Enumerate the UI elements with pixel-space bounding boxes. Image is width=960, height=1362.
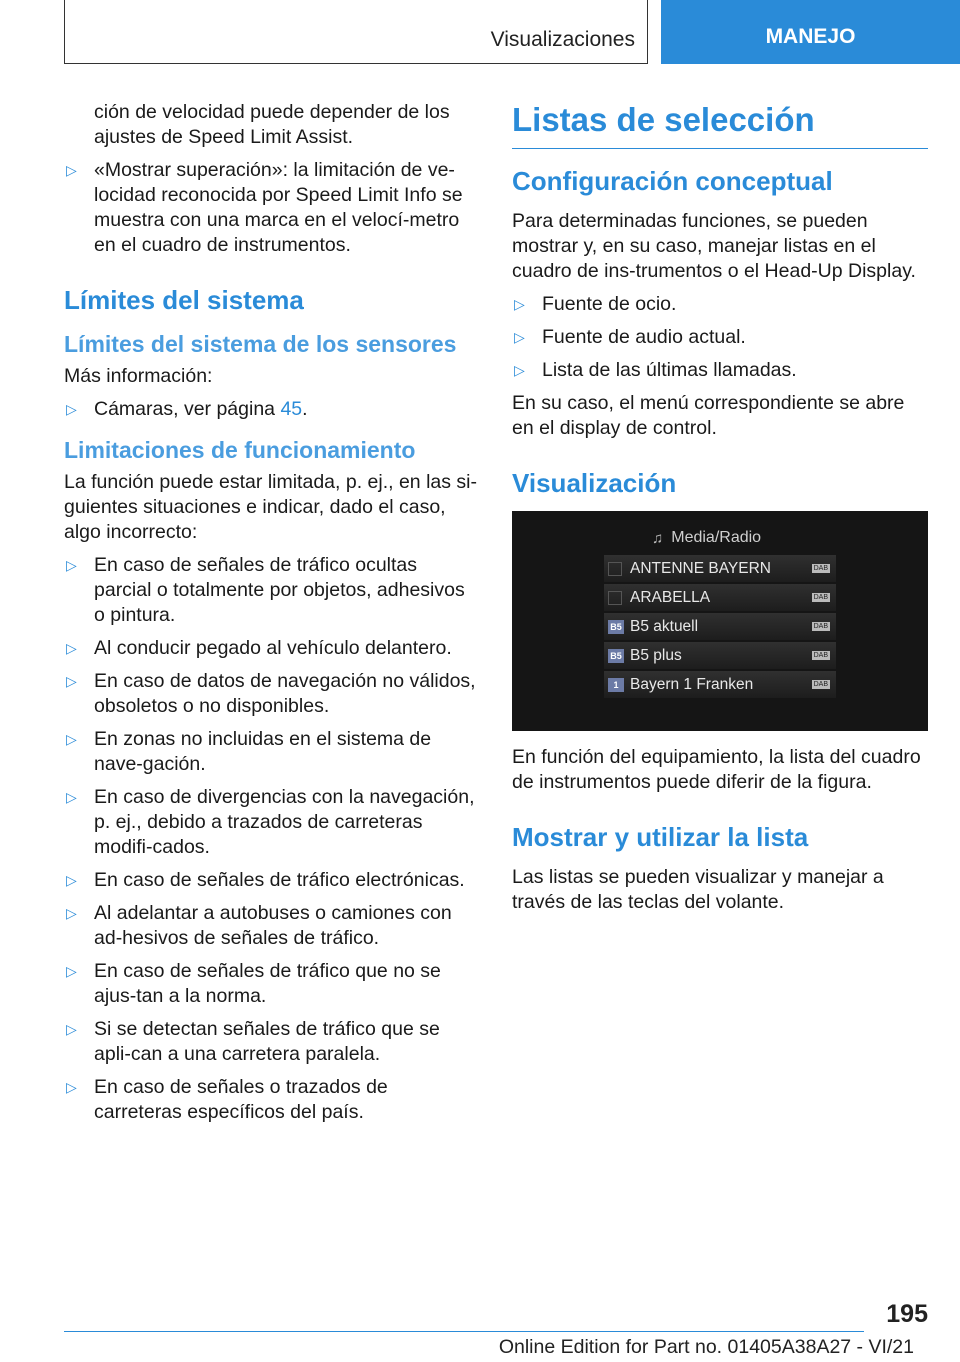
list-item-text: Al adelantar a autobuses o camiones con ad-hesivos de señales de tráfico. [94,902,452,949]
list-item-text: Fuente de ocio. [542,293,677,315]
dab-badge: DAB [813,594,828,601]
station-logo-placeholder [608,562,622,576]
bullet-triangle-icon: ▷ [66,401,77,417]
list-item-text: Cámaras, ver página [94,398,276,420]
list-item [64,1017,478,1067]
list-item-text: Fuente de audio actual. [542,326,746,348]
list-item-text: En caso de señales de tráfico que no se ajus-tan a la norma. [94,960,441,1007]
media-icon: ♫ [652,529,664,547]
list-item [64,636,478,661]
list-item-text: En zonas no incluidas en el sistema de nave-gación. [94,728,432,775]
station-name: ANTENNE BAYERN [630,559,771,577]
left-column [64,100,478,1133]
list-item [64,959,478,1009]
media-radio-screenshot [512,511,928,731]
bullet-triangle-icon: ▷ [66,1079,77,1095]
chapter-heading-listas: Listas de selección [512,100,928,149]
lists-paragraph: Las listas se pueden visualizar y manejar a través de las teclas del volante. [512,866,884,913]
station-row [604,671,836,698]
bullet-triangle-icon: ▷ [66,1021,77,1037]
subheading-sensores: Límites del sistema de los sensores [64,331,457,357]
page-reference-link[interactable]: 45 [280,398,303,420]
station-row [604,555,836,582]
list-item [64,1075,478,1125]
list-item [64,901,478,951]
bullet-triangle-icon: ▷ [514,296,525,312]
station-name: B5 aktuell [630,617,699,635]
function-paragraph: La función puede estar limitada, p. ej., en las si-guientes situaciones e indicar, dado el caso, algo incorrecto: [64,471,477,543]
list-item [512,292,928,317]
list-item-text: En caso de datos de navegación no válidos, obsoletos o no disponibles. [94,670,476,717]
list-item [64,669,478,719]
right-column [512,100,928,923]
station-logo: B5 [608,649,624,663]
station-name: ARABELLA [630,588,711,606]
station-name: B5 plus [630,646,682,664]
list-item [64,158,478,258]
media-radio-header [604,521,836,555]
bullet-triangle-icon: ▷ [66,162,77,178]
header-section-title: Visualizaciones [490,28,635,51]
more-info-label: Más información: [64,365,213,387]
station-row [604,584,836,611]
station-name: Bayern 1 Franken [630,675,754,693]
continued-paragraph: ción de velocidad puede depender de los ajustes de Speed Limit Assist. [94,101,450,148]
section-heading-limites: Límites del sistema [64,285,304,315]
list-item [512,358,928,383]
station-row [604,642,836,669]
list-item: ▷ Cámaras, ver página 45. [66,398,308,420]
list-item [64,868,478,893]
footer-divider [64,1331,864,1332]
subheading-limitaciones: Limitaciones de funcionamiento [64,437,416,463]
limitations-list [64,553,478,1125]
station-logo: B5 [608,620,624,634]
station-logo-placeholder [608,591,622,605]
bullet-triangle-icon: ▷ [66,673,77,689]
bullet-triangle-icon: ▷ [514,362,525,378]
bullet-triangle-icon: ▷ [66,640,77,656]
bullet-triangle-icon: ▷ [66,872,77,888]
dab-badge: DAB [813,652,828,659]
bullet-triangle-icon: ▷ [66,731,77,747]
list-item-text: Si se detectan señales de tráfico que se apli-can a una carretera paralela. [94,1018,440,1065]
section-heading-config: Configuración conceptual [512,166,833,196]
edition-footer: Online Edition for Part no. 01405A38A27 - VI/21 [498,1336,914,1358]
bullet-triangle-icon: ▷ [66,557,77,573]
list-item [64,727,478,777]
section-heading-mostrar: Mostrar y utilizar la lista [512,822,809,852]
page-number: 195 [886,1300,928,1328]
list-item [512,325,928,350]
section-heading-visualizacion: Visualización [512,468,677,498]
list-item-text: Al conducir pegado al vehículo delantero. [94,637,452,659]
station-row [604,613,836,640]
dab-badge: DAB [813,623,828,630]
bullet-triangle-icon: ▷ [514,329,525,345]
list-item-text: Lista de las últimas llamadas. [542,359,797,381]
dab-badge: DAB [813,565,828,572]
bullet-triangle-icon: ▷ [66,789,77,805]
station-logo: 1 [608,678,624,692]
header-chapter-tab[interactable]: MANEJO [661,0,960,64]
media-radio-title: Media/Radio [671,529,762,546]
equipment-paragraph: En función del equipamiento, la lista del cuadro de instrumentos puede diferir de la figura. [512,746,921,793]
list-item [64,553,478,628]
list-item-text: En caso de señales o trazados de carreteras específicos del país. [94,1076,388,1123]
bullet-triangle-icon: ▷ [66,963,77,979]
media-radio-list [604,521,836,700]
dab-badge: DAB [813,681,828,688]
list-item-text: En caso de señales de tráfico electrónicas. [94,869,465,891]
list-item-text: «Mostrar superación»: la limitación de ve-locidad reconocida por Speed Limit Info se muestra con una marca en el velocí-metro en el cuadro de instrumentos. [94,159,463,256]
bullet-triangle-icon: ▷ [66,905,77,921]
list-item [64,785,478,860]
list-item-text: En caso de divergencias con la navegación, p. ej., debido a trazados de carreteras modifi-cados. [94,786,475,858]
list-item-text: En caso de señales de tráfico ocultas parcial o totalmente por objetos, adhesivos o pintura. [94,554,465,626]
config-paragraph: Para determinadas funciones, se pueden mostrar y, en su caso, manejar listas en el cuadro de ins-trumentos o el Head-Up Display. [512,210,916,282]
menu-paragraph: En su caso, el menú correspondiente se abre en el display de control. [512,392,905,439]
